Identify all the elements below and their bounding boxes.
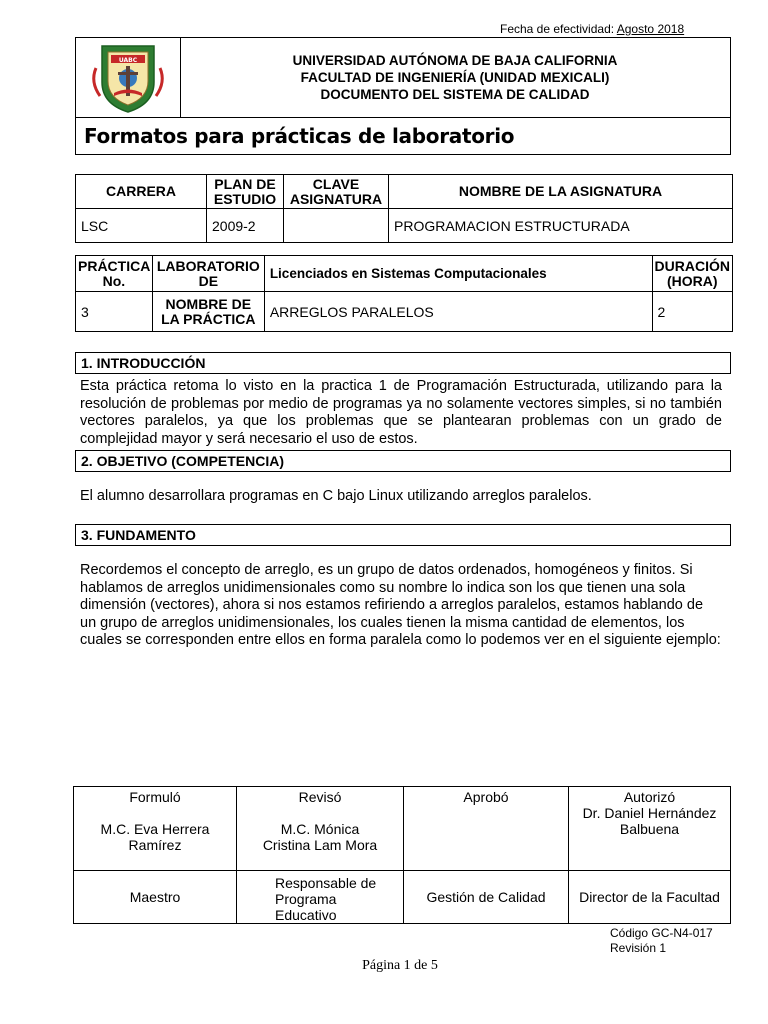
reviso-cell [237, 787, 404, 871]
course-cell-clave [284, 209, 389, 243]
practice-name-label: NOMBRE DE LA PRÁCTICA [152, 292, 264, 332]
practice-no-label: PRÁCTICA No. [76, 256, 153, 292]
practice-no-value: 3 [76, 292, 153, 332]
document-code: Código GC-N4-017 [610, 926, 713, 940]
lab-label: LABORATORIO DE [152, 256, 264, 292]
effectivity-label: Fecha de efectividad: [500, 22, 615, 36]
role-gestion: Gestión de Calidad [404, 871, 569, 924]
role-responsable: Responsable de Programa Educativo [237, 871, 404, 924]
course-header-carrera: CARRERA [76, 175, 207, 209]
page-number: Página 1 de 5 [362, 958, 438, 973]
autorizo-name: Dr. Daniel Hernández Balbuena [582, 805, 717, 837]
document-code-block [610, 926, 713, 956]
autorizo-cell [569, 787, 731, 871]
objective-text: El alumno desarrollara programas en C bajo Linux utilizando arreglos paralelos. [80, 488, 592, 504]
duration-label: DURACIÓN (HORA) [652, 256, 732, 292]
duration-value: 2 [652, 292, 732, 332]
course-table [75, 174, 733, 243]
section-introduction-title: 1. INTRODUCCIÓN [75, 352, 731, 374]
faculty-name: FACULTAD DE INGENIERÍA (UNIDAD MEXICALI) [300, 70, 610, 85]
effectivity-date [500, 22, 684, 36]
reviso-name: M.C. Mónica Cristina Lam Mora [262, 821, 378, 853]
autorizo-label: Autorizó [623, 789, 676, 805]
introduction-text: Esta práctica retoma lo visto en la practica 1 de Programación Estructurada, utilizando para la resolución de problemas por medio de programas ya no solamente vectores simples, si no también vectores paralelos, ya que los problemas que se plantearan problemas con un grado de complejidad mayor y será necesario el uso de estos. [80, 378, 722, 447]
course-cell-nombre: PROGRAMACION ESTRUCTURADA [389, 209, 733, 243]
practice-table [75, 255, 733, 332]
format-title: Formatos para prácticas de laboratorio [84, 124, 515, 148]
logo-text: UABC [118, 57, 138, 64]
course-cell-plan: 2009-2 [207, 209, 284, 243]
formulo-cell [74, 787, 237, 871]
university-name: UNIVERSIDAD AUTÓNOMA DE BAJA CALIFORNIA [292, 53, 618, 68]
aprobo-label: Aprobó [463, 789, 509, 805]
section-objective-title: 2. OBJETIVO (COMPETENCIA) [75, 450, 731, 472]
logo-cell [76, 38, 181, 117]
course-header-plan: PLAN DE ESTUDIO [207, 175, 284, 209]
header-titles [180, 52, 730, 103]
formulo-label: Formuló [129, 789, 181, 805]
practice-name-value: ARREGLOS PARALELOS [264, 292, 652, 332]
header-divider [76, 117, 730, 118]
role-director: Director de la Facultad [569, 871, 731, 924]
course-cell-carrera: LSC [76, 209, 207, 243]
reviso-label: Revisó [298, 789, 342, 805]
document-header [75, 37, 731, 155]
signature-table [73, 786, 731, 924]
university-seal-icon [76, 38, 180, 117]
formulo-name: M.C. Eva Herrera Ramírez [100, 821, 210, 853]
document-revision: Revisión 1 [610, 941, 667, 955]
lab-value: Licenciados en Sistemas Computacionales [264, 256, 652, 292]
fundamento-text: Recordemos el concepto de arreglo, es un grupo de datos ordenados, homogéneos y finitos. Si hablamos de arreglos unidimensionales como su nombre lo indica son los que tienen una sola dimensión (vectores), ahora si nos estamos refiriendo a arreglos paralelos, estamos hablando de un grupo de arreglos unidimensionales, los cuales tienen la misma cantidad de elementos, los cuales se corresponden entre ellos en forma paralela como lo podemos ver en el siguiente ejemplo: [80, 562, 721, 649]
course-header-nombre: NOMBRE DE LA ASIGNATURA [389, 175, 733, 209]
course-header-clave: CLAVE ASIGNATURA [284, 175, 389, 209]
aprobo-cell [404, 787, 569, 871]
role-maestro: Maestro [74, 871, 237, 924]
section-fundamento-title: 3. FUNDAMENTO [75, 524, 731, 546]
document-type: DOCUMENTO DEL SISTEMA DE CALIDAD [320, 87, 590, 102]
effectivity-value: Agosto 2018 [616, 22, 685, 36]
